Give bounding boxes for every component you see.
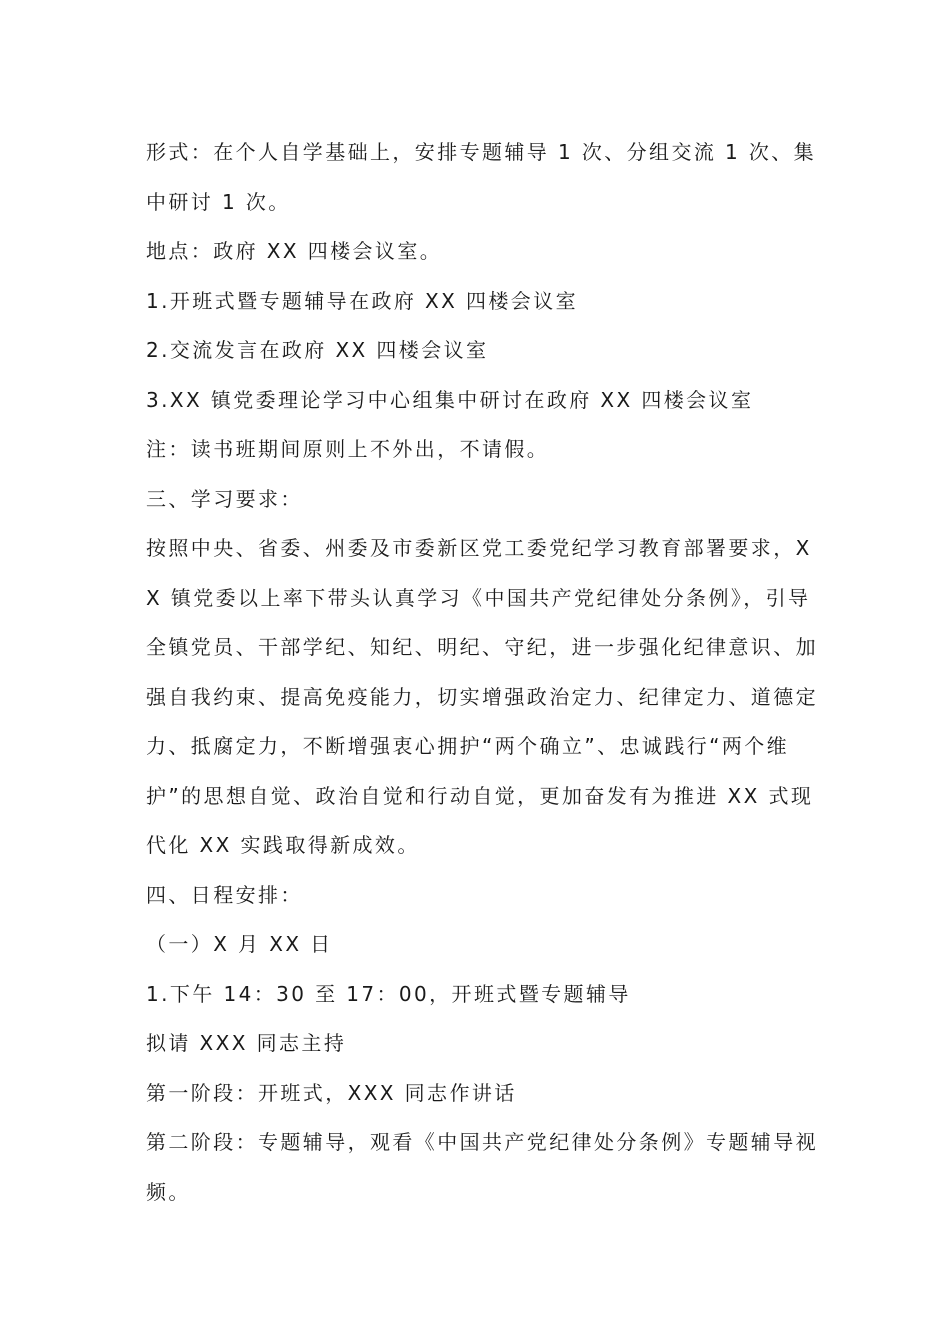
paragraph-format: 形式：在个人自学基础上，安排专题辅导 1 次、分组交流 1 次、集中研讨 1 次。 [146,140,817,214]
schedule-host: 拟请 XXX 同志主持 [146,1031,347,1055]
paragraph-note: 注：读书班期间原则上不外出，不请假。 [146,437,550,461]
schedule-date-heading: （一）X 月 XX 日 [146,932,333,956]
paragraph-location-item-1: 1.开班式暨专题辅导在政府 XX 四楼会议室 [146,288,578,313]
paragraph-location: 地点：政府 XX 四楼会议室。 [146,239,443,263]
schedule-stage-2: 第二阶段：专题辅导，观看《中国共产党纪律处分条例》专题辅导视频。 [146,1130,818,1204]
paragraph-location-item-3: 3.XX 镇党委理论学习中心组集中研讨在政府 XX 四楼会议室 [146,387,754,412]
paragraph-requirements: 按照中央、省委、州委及市委新区党工委党纪学习教育部署要求，XX 镇党委以上率下带头认真学习《中国共产党纪律处分条例》，引导全镇党员、干部学纪、知纪、明纪、守纪，进一步强化纪律意识、加强自我约束、提高免疫能力，切实增强政治定力、纪律定力、道德定力、抵腐定力，不断增强衷心拥护“两个确立”、忠诚践行“两个维护”的思想自觉、政治自觉和行动自觉，更加奋发有为推进 XX 式现代化 XX 实践取得新成效。 [146,536,818,857]
section-heading-schedule: 四、日程安排： [146,882,303,907]
paragraph-location-item-2: 2.交流发言在政府 XX 四楼会议室 [146,338,489,362]
section-heading-requirements: 三、学习要求： [146,486,303,511]
document-body [146,128,826,1217]
schedule-item-1: 1.下午 14：30 至 17：00，开班式暨专题辅导 [146,981,631,1006]
schedule-stage-1: 第一阶段：开班式，XXX 同志作讲话 [146,1080,517,1105]
